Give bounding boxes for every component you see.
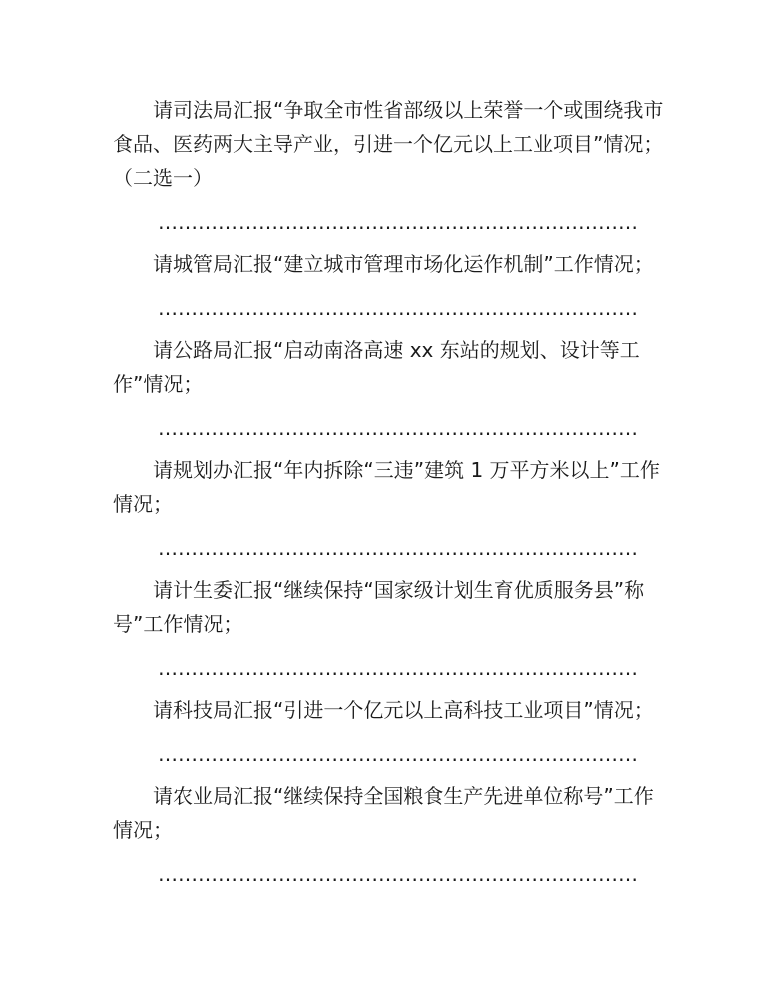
dotted-separator: ……………………………………………………………… (158, 296, 638, 320)
dotted-separator: ……………………………………………………………… (158, 210, 638, 234)
report-item-science-technology: 请科技局汇报“引进一个亿元以上高科技工业项目”情况； (153, 698, 654, 722)
dotted-separator: ……………………………………………………………… (158, 656, 638, 680)
report-item-planning: 请规划办汇报“年内拆除“三违”建筑 1 万平方米以上”工作情况； (113, 458, 660, 516)
report-item-judicial: 请司法局汇报“争取全市性省部级以上荣誉一个或围绕我市食品、医药两大主导产业，引进一个亿元以上工业项目”情况；（二选一） (113, 98, 664, 190)
dotted-separator: ……………………………………………………………… (158, 536, 638, 560)
document-body (113, 93, 673, 891)
dotted-separator: ……………………………………………………………… (158, 862, 638, 886)
report-item-highway: 请公路局汇报“启动南洛高速 xx 东站的规划、设计等工作”情况； (113, 338, 640, 396)
report-item-agriculture: 请农业局汇报“继续保持全国粮食生产先进单位称号”工作情况； (113, 784, 654, 842)
report-item-urban-management: 请城管局汇报“建立城市管理市场化运作机制”工作情况； (153, 252, 654, 276)
dotted-separator: ……………………………………………………………… (158, 742, 638, 766)
dotted-separator: ……………………………………………………………… (158, 416, 638, 440)
report-item-family-planning: 请计生委汇报“继续保持“国家级计划生育优质服务县”称号”工作情况； (113, 578, 645, 636)
